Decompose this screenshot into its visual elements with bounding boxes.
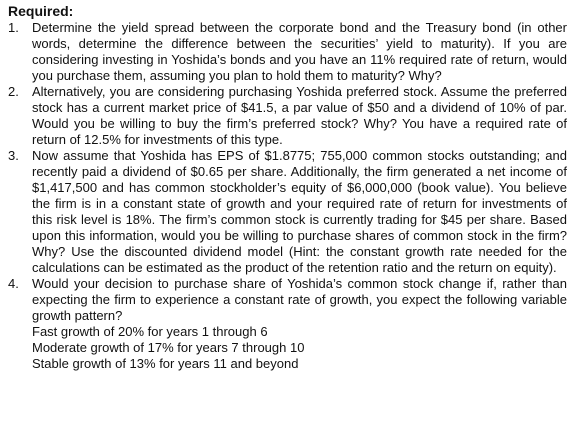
question-2 [8,84,567,148]
question-number: 1. [8,20,19,35]
growth-pattern-fast: Fast growth of 20% for years 1 through 6 [32,324,268,339]
question-4-body [32,276,567,372]
question-text: Now assume that Yoshida has EPS of $1.8775; 755,000 common stocks outstanding; and recently paid a dividend of $0.65 per share. Additionally, the firm generated a net income of $1,417,500 and has common stockholder’s equity of $6,000,000 (book value). You believe the firm is in a constant state of growth and your required rate of return for investments of this risk level is 18%. The firm’s common stock is currently trading for $45 per share. Based upon this information, would you be willing to purchase shares of common stock in the firm? Why? Use the discounted dividend model (Hint: the constant growth rate needed for the calculations can be estimated as the product of the retention ratio and the return on equity). [32,148,567,275]
question-text: Determine the yield spread between the corporate bond and the Treasury bond (in other words, determine the difference between the securities’ yield to maturity). If you are considering investing in Yoshida’s bonds and you have an 11% required rate of return, would you purchase them, assuming you plan to hold them to maturity? Why? [32,20,567,83]
question-text: Would your decision to purchase share of Yoshida’s common stock change if, rather than expecting the firm to experience a constant rate of growth, you expect the following variable growth pattern? [32,276,567,323]
question-number: 2. [8,84,19,99]
question-3 [8,148,567,276]
question-number: 3. [8,148,19,163]
question-4 [8,276,567,372]
growth-pattern-stable: Stable growth of 13% for years 11 and beyond [32,356,299,371]
question-1 [8,20,567,84]
question-text: Alternatively, you are considering purchasing Yoshida preferred stock. Assume the preferred stock has a current market price of $41.5, a par value of $50 and a dividend of 10% of par. Would you be willing to buy the firm’s preferred stock? Why? You have a required rate of return of 12.5% for investments of this type. [32,84,567,147]
required-heading: Required: [8,3,74,19]
growth-pattern-moderate: Moderate growth of 17% for years 7 through 10 [32,340,305,355]
question-number: 4. [8,276,19,291]
